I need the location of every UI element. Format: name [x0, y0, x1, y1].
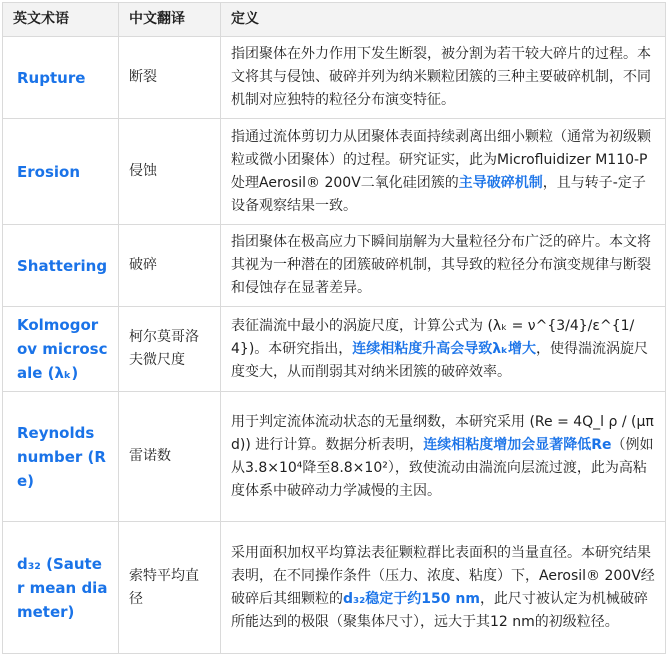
- translation-cell: 索特平均直径: [119, 522, 221, 654]
- term-cell: Reynolds number (Re): [3, 392, 119, 522]
- header-row: [3, 3, 666, 37]
- definition-cell: [221, 392, 666, 522]
- term-cell: Erosion: [3, 119, 119, 225]
- table-row: [3, 522, 666, 654]
- highlight-text: 连续相粘度增加会显著降低Re: [423, 436, 612, 453]
- highlight-text: d₃₂稳定于约150 nm: [343, 590, 480, 607]
- glossary-table: [2, 2, 666, 654]
- definition-text: 指团聚体在外力作用下发生断裂，被分割为若干较大碎片的过程。本文将其与侵蚀、破碎并列为纳米颗粒团簇的三种主要破碎机制，不同机制对应独特的粒径分布演变特征。: [231, 46, 651, 108]
- highlight-text: 连续相粘度升高会导致λₖ增大: [352, 340, 536, 357]
- term-cell: d₃₂ (Sauter mean diameter): [3, 522, 119, 654]
- header-zh: 中文翻译: [119, 3, 221, 37]
- table-body: [3, 37, 666, 654]
- definition-cell: [221, 225, 666, 307]
- definition-text: 表征湍流中最小的涡旋尺度，计算公式为 (λₖ = ν^{3/4}/ε^{1/4})。本研究指出，: [231, 317, 635, 357]
- table-row: [3, 37, 666, 119]
- definition-text: 指团聚体在极高应力下瞬间崩解为大量粒径分布广泛的碎片。本文将其视为一种潜在的团簇破碎机制，其导致的粒径分布演变规律与断裂和侵蚀存在显著差异。: [231, 234, 651, 296]
- table-header: [3, 3, 666, 37]
- definition-text: （例如从3.8×10⁴降至8.8×10²），致使流动由湍流向层流过渡，此为高粘度体系中破碎动力学减慢的主因。: [231, 436, 654, 499]
- term-cell: Rupture: [3, 37, 119, 119]
- translation-cell: 雷诺数: [119, 392, 221, 522]
- definition-text: 指通过流体剪切力从团聚体表面持续剥离出细小颗粒（通常为初级颗粒或微小团聚体）的过程。研究证实，此为Microfluidizer M110-P处理Aerosil® 200V二氧化硅团簇的: [231, 128, 651, 191]
- translation-cell: 断裂: [119, 37, 221, 119]
- definition-text: ，且与转子-定子设备观察结果一致。: [231, 174, 646, 214]
- term-cell: Shattering: [3, 225, 119, 307]
- table-row: [3, 392, 666, 522]
- definition-text: ，使得湍流涡旋尺度变大，从而削弱其对纳米团簇的破碎效率。: [231, 340, 648, 380]
- table-row: [3, 307, 666, 392]
- definition-cell: [221, 119, 666, 225]
- definition-cell: [221, 37, 666, 119]
- header-term: 英文术语: [3, 3, 119, 37]
- definition-cell: [221, 522, 666, 654]
- definition-text: ，此尺寸被认定为机械破碎所能达到的极限（聚集体尺寸），远大于其12 nm的初级粒径。: [231, 590, 648, 630]
- definition-text: 用于判定流体流动状态的无量纲数，本研究采用 (Re = 4Q_l ρ / (μπd)) 进行计算。数据分析表明，: [231, 413, 654, 453]
- translation-cell: 侵蚀: [119, 119, 221, 225]
- translation-cell: 破碎: [119, 225, 221, 307]
- translation-cell: 柯尔莫哥洛夫微尺度: [119, 307, 221, 392]
- table-row: [3, 225, 666, 307]
- term-cell: Kolmogorov microscale (λₖ): [3, 307, 119, 392]
- definition-cell: [221, 307, 666, 392]
- highlight-text: 主导破碎机制: [458, 174, 543, 191]
- table-row: [3, 119, 666, 225]
- definition-text: 采用面积加权平均算法表征颗粒群比表面积的当量直径。本研究结果表明，在不同操作条件（压力、浓度、粘度）下，Aerosil® 200V经破碎后其细颗粒的: [231, 544, 655, 607]
- header-def: 定义: [221, 3, 666, 37]
